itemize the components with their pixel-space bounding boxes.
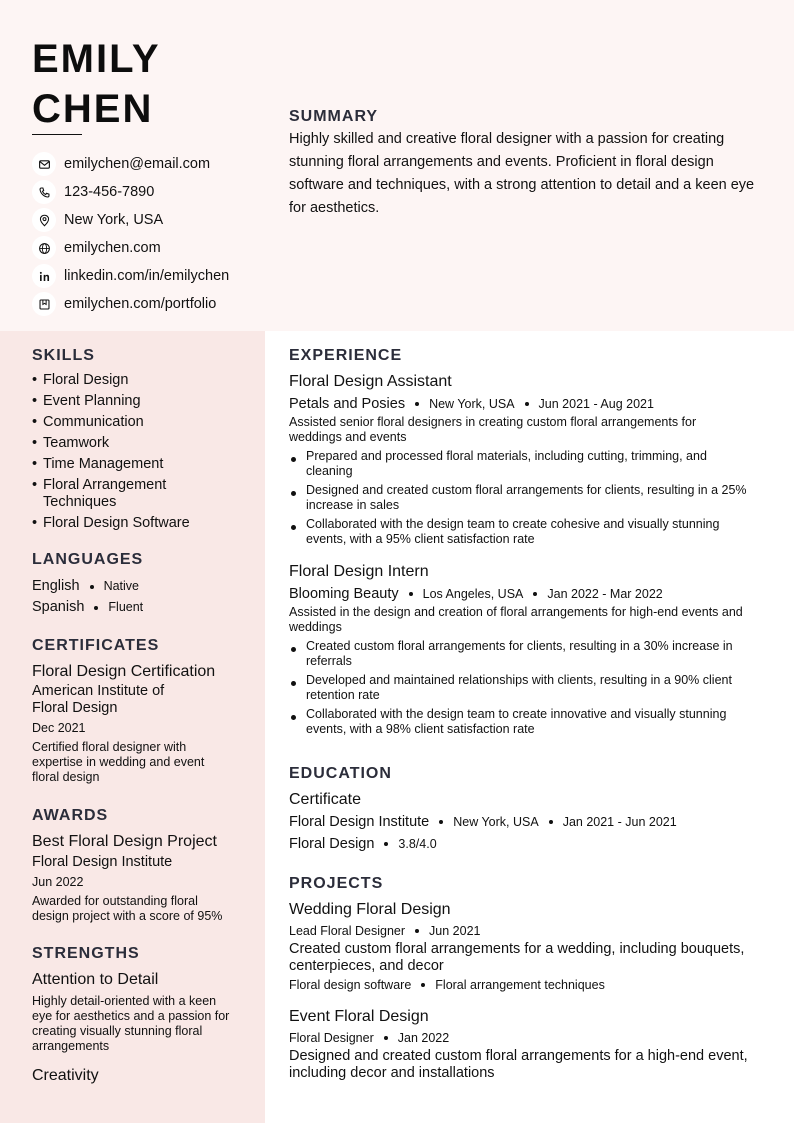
strength-name: Attention to Detail — [32, 971, 159, 988]
job-meta — [289, 583, 779, 605]
award-date: Jun 2022 — [32, 875, 84, 889]
contact-website[interactable] — [32, 234, 229, 262]
contact-portfolio-text: emilychen.com/portfolio — [64, 296, 217, 312]
education-meta — [289, 811, 779, 833]
contact-linkedin[interactable] — [32, 262, 229, 290]
skills-list — [32, 372, 252, 532]
separator-dot — [384, 842, 388, 846]
project-role: Lead Floral Designer — [289, 924, 406, 938]
awards-section — [32, 807, 252, 924]
awards-heading: AWARDS — [32, 807, 109, 824]
skill-item: • Event Planning — [32, 393, 252, 410]
education-degree: Certificate — [289, 791, 362, 808]
job-location: Los Angeles, USA — [422, 587, 524, 601]
separator-dot — [409, 592, 413, 596]
award-description: Awarded for outstanding floral design project with a score of 95% — [32, 894, 223, 923]
job-title: Floral Design Intern — [289, 563, 429, 580]
strength-name: Creativity — [32, 1067, 99, 1084]
language-row — [32, 576, 252, 597]
linkedin-icon — [32, 264, 56, 288]
projects-section — [289, 875, 779, 1082]
skills-section — [32, 347, 252, 536]
separator-dot — [90, 585, 94, 589]
language-name: Spanish — [32, 599, 85, 615]
contact-email-text: emilychen@email.com — [64, 156, 211, 172]
job-bullets — [289, 449, 769, 547]
job-description: Assisted in the design and creation of floral arrangements for high-end events and weddings — [289, 605, 743, 634]
education-field-row — [289, 833, 779, 855]
language-level: Native — [103, 579, 139, 593]
separator-dot — [533, 592, 537, 596]
separator-dot — [94, 606, 98, 610]
job-title: Floral Design Assistant — [289, 373, 452, 390]
mail-icon — [32, 152, 56, 176]
project-tool: Floral design software — [289, 978, 412, 992]
job-bullet: Developed and maintained relationships with clients, resulting in a 90% client retention rate — [289, 673, 759, 703]
portfolio-icon — [32, 292, 56, 316]
language-level: Fluent — [108, 600, 144, 614]
project-date: Jan 2022 — [397, 1031, 450, 1045]
contact-phone-text: 123-456-7890 — [64, 184, 155, 200]
summary-text: Highly skilled and creative floral designer with a passion for creating stunning floral arrangements and events. Proficient in floral design software and techniques, with a strong attention to detail and a keen eye for aesthetics. — [289, 131, 755, 216]
contact-website-text: emilychen.com — [64, 240, 161, 256]
project-name: Wedding Floral Design — [289, 901, 451, 918]
certificates-section — [32, 637, 252, 785]
project-tools — [289, 975, 779, 995]
language-name: English — [32, 578, 80, 594]
projects-heading: PROJECTS — [289, 875, 384, 892]
experience-section — [289, 347, 779, 741]
education-section — [289, 765, 779, 855]
education-dates: Jan 2021 - Jun 2021 — [562, 815, 677, 829]
skill-item: • Floral Arrangement Techniques — [32, 477, 192, 511]
project-description: Created custom floral arrangements for a wedding, including bouquets, centerpieces, and decor — [289, 941, 745, 974]
company-name: Petals and Posies — [289, 396, 406, 412]
project-description: Designed and created custom floral arrangements for a high-end event, including decor and installations — [289, 1048, 748, 1081]
company-name: Blooming Beauty — [289, 586, 399, 602]
project-entry — [289, 899, 779, 995]
project-meta — [289, 1028, 779, 1048]
experience-entry — [289, 561, 779, 737]
certificate-description: Certified floral designer with expertise in wedding and event floral design — [32, 740, 205, 784]
name-divider — [32, 134, 82, 135]
contact-phone[interactable] — [32, 178, 229, 206]
project-meta — [289, 921, 779, 941]
separator-dot — [421, 983, 425, 987]
job-bullets — [289, 639, 769, 737]
phone-icon — [32, 180, 56, 204]
separator-dot — [525, 402, 529, 406]
summary-heading: SUMMARY — [289, 108, 379, 125]
first-name: EMILY — [32, 37, 161, 81]
contact-linkedin-text: linkedin.com/in/emilychen — [64, 268, 230, 284]
job-bullet: Collaborated with the design team to create innovative and visually stunning events, with a 98% client satisfaction rate — [289, 707, 759, 737]
separator-dot — [384, 1036, 388, 1040]
contact-location-text: New York, USA — [64, 212, 164, 228]
experience-heading: EXPERIENCE — [289, 347, 403, 364]
education-heading: EDUCATION — [289, 765, 392, 782]
strengths-section — [32, 945, 252, 1087]
education-field: Floral Design — [289, 836, 375, 852]
languages-section — [32, 551, 252, 618]
contact-email[interactable] — [32, 150, 229, 178]
candidate-name — [32, 34, 161, 134]
strengths-heading: STRENGTHS — [32, 945, 140, 962]
job-location: New York, USA — [429, 397, 515, 411]
separator-dot — [549, 820, 553, 824]
language-row — [32, 597, 252, 618]
project-date: Jun 2021 — [429, 924, 481, 938]
contact-portfolio[interactable] — [32, 290, 229, 318]
job-dates: Jan 2022 - Mar 2022 — [547, 587, 663, 601]
experience-entry — [289, 371, 779, 547]
job-bullet: Collaborated with the design team to create cohesive and visually stunning events, with a 95% client satisfaction rate — [289, 517, 749, 547]
contact-list — [32, 150, 229, 318]
strength-description: Highly detail-oriented with a keen eye for aesthetics and a passion for creating visually stunning floral arrangements — [32, 994, 230, 1053]
skill-item: • Floral Design Software — [32, 515, 252, 532]
job-meta — [289, 393, 779, 415]
education-gpa: 3.8/4.0 — [398, 837, 437, 851]
skill-item: • Teamwork — [32, 435, 252, 452]
project-role: Floral Designer — [289, 1031, 374, 1045]
contact-location — [32, 206, 229, 234]
certificate-date: Dec 2021 — [32, 721, 86, 735]
award-issuer: Floral Design Institute — [32, 854, 173, 870]
project-tool: Floral arrangement techniques — [435, 978, 605, 992]
award-name: Best Floral Design Project — [32, 833, 217, 850]
school-location: New York, USA — [453, 815, 539, 829]
skill-item: • Communication — [32, 414, 252, 431]
project-name: Event Floral Design — [289, 1008, 429, 1025]
skill-item: • Time Management — [32, 456, 252, 473]
languages-heading: LANGUAGES — [32, 551, 144, 568]
separator-dot — [439, 820, 443, 824]
last-name: CHEN — [32, 87, 154, 131]
school-name: Floral Design Institute — [289, 814, 430, 830]
separator-dot — [415, 929, 419, 933]
skill-item: • Floral Design — [32, 372, 252, 389]
job-dates: Jun 2021 - Aug 2021 — [538, 397, 654, 411]
certificate-name: Floral Design Certification — [32, 663, 216, 680]
job-bullet: Prepared and processed floral materials, including cutting, trimming, and cleaning — [289, 449, 734, 479]
job-bullet: Created custom floral arrangements for clients, resulting in a 30% increase in referrals — [289, 639, 759, 669]
project-entry — [289, 1006, 779, 1082]
certificate-issuer: American Institute of Floral Design — [32, 683, 165, 716]
certificates-heading: CERTIFICATES — [32, 637, 160, 654]
skills-heading: SKILLS — [32, 347, 95, 364]
globe-icon — [32, 236, 56, 260]
separator-dot — [415, 402, 419, 406]
job-bullet: Designed and created custom floral arrangements for clients, resulting in a 25% increase in sales — [289, 483, 769, 513]
location-pin-icon — [32, 208, 56, 232]
job-description: Assisted senior floral designers in creating custom floral arrangements for weddings and events — [289, 415, 697, 444]
